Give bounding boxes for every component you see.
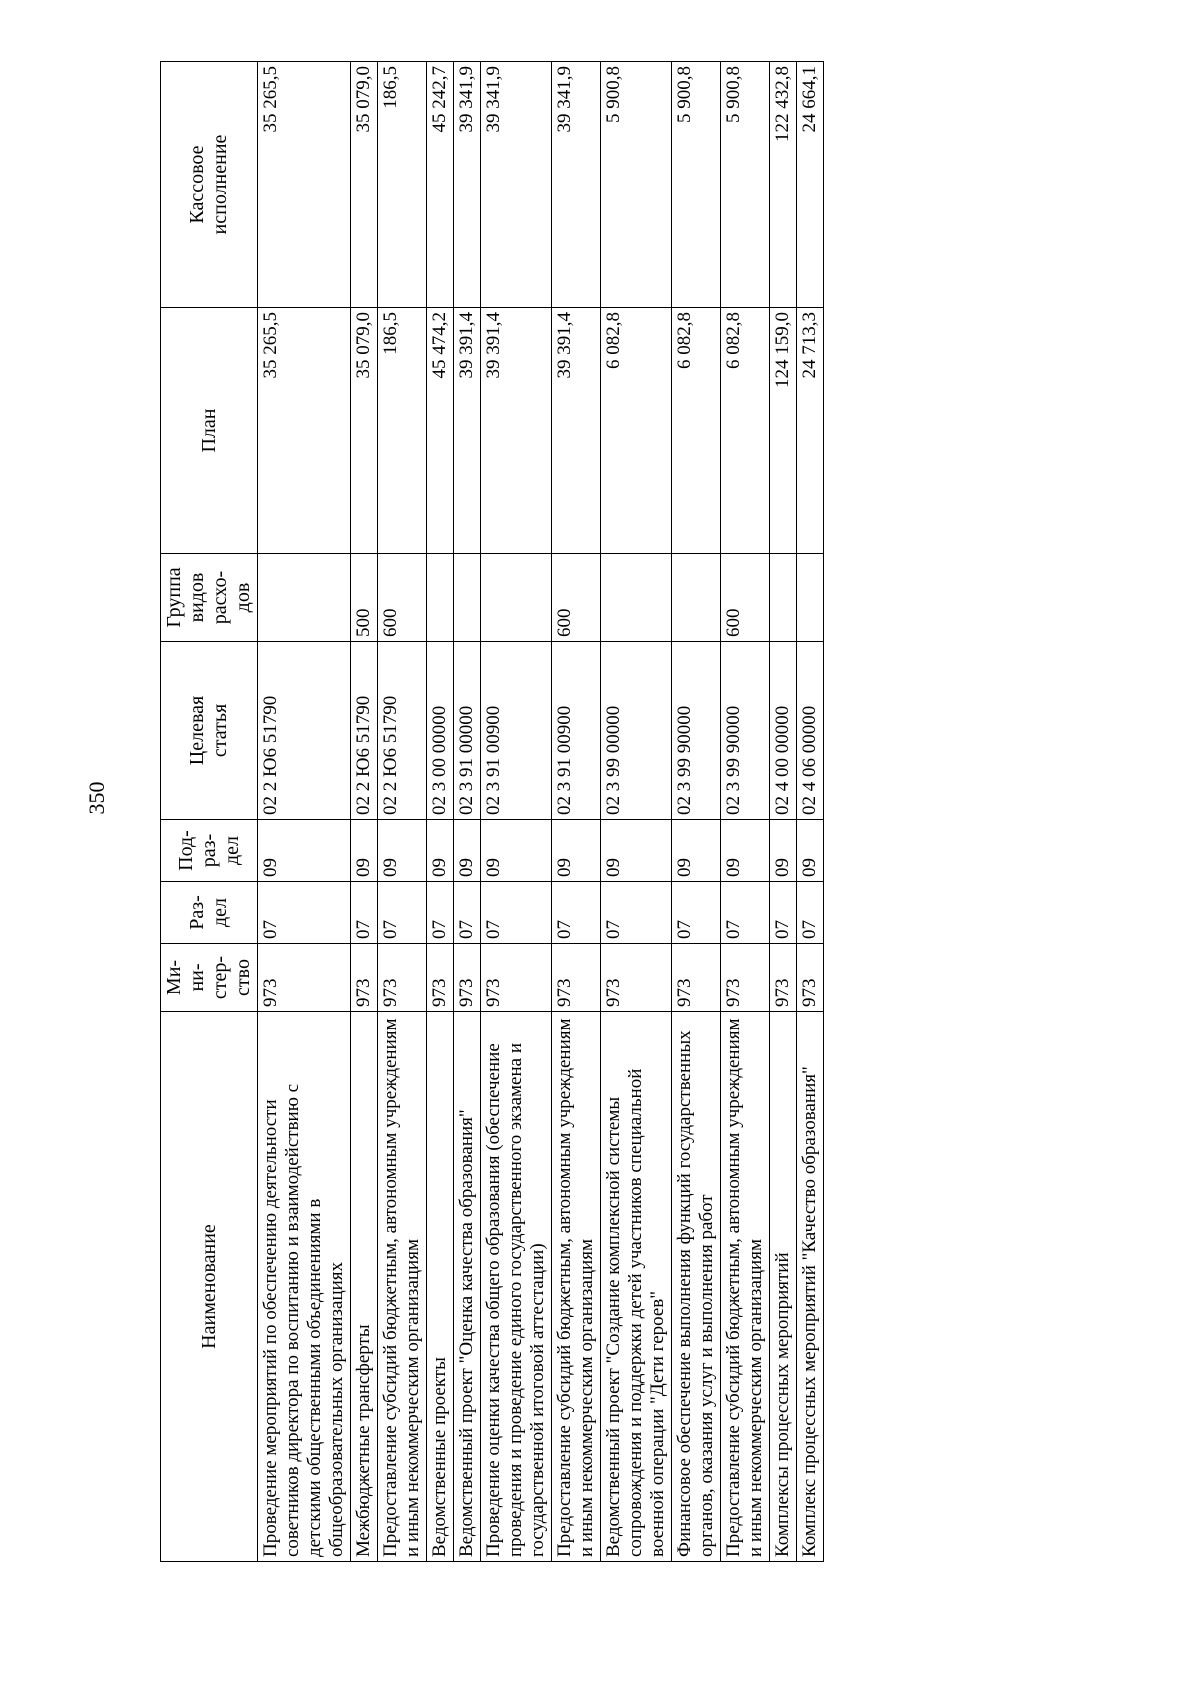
cell-name: Предоставление субсидий бюджетным, автономным учреждениям и иным некоммерческим организациям (552, 1012, 601, 1562)
table-row (481, 62, 552, 1562)
table-row (427, 62, 454, 1562)
cell-kass: 39 341,9 (454, 62, 481, 308)
cell-razdel: 07 (481, 882, 552, 944)
cell-podrazdel: 09 (672, 820, 721, 882)
table-row (552, 62, 601, 1562)
cell-group: 600 (378, 554, 427, 642)
cell-podrazdel: 09 (721, 820, 770, 882)
cell-name: Финансовое обеспечение выполнения функций государственных органов, оказания услуг и выполнения работ (672, 1012, 721, 1562)
cell-group (770, 554, 797, 642)
budget-table-container (160, 62, 1160, 1562)
header-target: Целевая статья (161, 642, 258, 820)
cell-podrazdel: 09 (770, 820, 797, 882)
cell-plan: 35 079,0 (351, 308, 378, 554)
cell-ministry: 973 (454, 944, 481, 1012)
cell-name: Проведение мероприятий по обеспечению деятельности советников директора по воспитанию и взаимодействию с детскими общественными объединениями в общеобразовательных организациях (258, 1012, 351, 1562)
cell-plan: 39 391,4 (552, 308, 601, 554)
cell-target: 02 3 99 90000 (672, 642, 721, 820)
cell-target: 02 3 91 00900 (552, 642, 601, 820)
cell-ministry: 973 (797, 944, 824, 1012)
table-row (601, 62, 672, 1562)
cell-name: Межбюджетные трансферты (351, 1012, 378, 1562)
table-row (797, 62, 824, 1562)
cell-podrazdel: 09 (797, 820, 824, 882)
cell-kass: 35 265,5 (258, 62, 351, 308)
cell-plan: 124 159,0 (770, 308, 797, 554)
cell-razdel: 07 (378, 882, 427, 944)
cell-plan: 45 474,2 (427, 308, 454, 554)
cell-group: 600 (721, 554, 770, 642)
cell-kass: 39 341,9 (552, 62, 601, 308)
cell-target: 02 2 Ю6 51790 (258, 642, 351, 820)
cell-target: 02 2 Ю6 51790 (351, 642, 378, 820)
cell-name: Ведомственный проект "Создание комплексной системы сопровождения и поддержки детей участников специальной военной операции "Дети героев" (601, 1012, 672, 1562)
cell-group (454, 554, 481, 642)
cell-ministry: 973 (552, 944, 601, 1012)
cell-razdel: 07 (672, 882, 721, 944)
cell-target: 02 2 Ю6 51790 (378, 642, 427, 820)
cell-podrazdel: 09 (552, 820, 601, 882)
cell-group (258, 554, 351, 642)
table-row (454, 62, 481, 1562)
cell-name: Предоставление субсидий бюджетным, автономным учреждениям и иным некоммерческим организациям (721, 1012, 770, 1562)
cell-podrazdel: 09 (351, 820, 378, 882)
cell-plan: 24 713,3 (797, 308, 824, 554)
cell-target: 02 3 91 00000 (454, 642, 481, 820)
cell-kass: 5 900,8 (672, 62, 721, 308)
cell-kass: 186,5 (378, 62, 427, 308)
cell-name: Ведомственные проекты (427, 1012, 454, 1562)
cell-name: Комплекс процессных мероприятий "Качество образования" (797, 1012, 824, 1562)
budget-table (160, 61, 824, 1562)
cell-podrazdel: 09 (601, 820, 672, 882)
header-podrazdel: Под- раз- дел (161, 820, 258, 882)
cell-ministry: 973 (481, 944, 552, 1012)
table-row (770, 62, 797, 1562)
cell-plan: 186,5 (378, 308, 427, 554)
cell-target: 02 4 06 00000 (797, 642, 824, 820)
cell-kass: 5 900,8 (721, 62, 770, 308)
cell-group: 500 (351, 554, 378, 642)
cell-name: Проведение оценки качества общего образования (обеспечение проведения и проведение единого государственного экзамена и государственной итоговой аттестации) (481, 1012, 552, 1562)
table-header-row (161, 62, 258, 1562)
cell-podrazdel: 09 (378, 820, 427, 882)
table-row (672, 62, 721, 1562)
cell-kass: 39 341,9 (481, 62, 552, 308)
header-plan: План (161, 308, 258, 554)
cell-ministry: 973 (770, 944, 797, 1012)
cell-razdel: 07 (427, 882, 454, 944)
cell-kass: 35 079,0 (351, 62, 378, 308)
cell-podrazdel: 09 (258, 820, 351, 882)
cell-razdel: 07 (601, 882, 672, 944)
cell-razdel: 07 (552, 882, 601, 944)
header-kass: Кассовое исполнение (161, 62, 258, 308)
cell-plan: 39 391,4 (454, 308, 481, 554)
table-row (351, 62, 378, 1562)
cell-name: Комплексы процессных мероприятий (770, 1012, 797, 1562)
cell-razdel: 07 (797, 882, 824, 944)
cell-group (672, 554, 721, 642)
cell-razdel: 07 (351, 882, 378, 944)
page-number: 350 (84, 781, 109, 815)
cell-plan: 6 082,8 (601, 308, 672, 554)
cell-plan: 39 391,4 (481, 308, 552, 554)
table-row (258, 62, 351, 1562)
cell-plan: 35 265,5 (258, 308, 351, 554)
cell-target: 02 4 00 00000 (770, 642, 797, 820)
cell-ministry: 973 (258, 944, 351, 1012)
cell-razdel: 07 (721, 882, 770, 944)
cell-ministry: 973 (721, 944, 770, 1012)
cell-ministry: 973 (601, 944, 672, 1012)
cell-kass: 5 900,8 (601, 62, 672, 308)
cell-podrazdel: 09 (427, 820, 454, 882)
cell-razdel: 07 (454, 882, 481, 944)
cell-target: 02 3 99 90000 (721, 642, 770, 820)
table-body (258, 62, 824, 1562)
cell-ministry: 973 (672, 944, 721, 1012)
cell-group: 600 (552, 554, 601, 642)
cell-razdel: 07 (258, 882, 351, 944)
cell-podrazdel: 09 (481, 820, 552, 882)
cell-group (481, 554, 552, 642)
cell-group (601, 554, 672, 642)
table-row (721, 62, 770, 1562)
header-name: Наименование (161, 1012, 258, 1562)
cell-kass: 24 664,1 (797, 62, 824, 308)
cell-podrazdel: 09 (454, 820, 481, 882)
cell-kass: 122 432,8 (770, 62, 797, 308)
cell-name: Ведомственный проект "Оценка качества образования" (454, 1012, 481, 1562)
cell-target: 02 3 00 00000 (427, 642, 454, 820)
cell-kass: 45 242,7 (427, 62, 454, 308)
header-ministry: Ми- ни- стер- ство (161, 944, 258, 1012)
header-razdel: Раз- дел (161, 882, 258, 944)
cell-name: Предоставление субсидий бюджетным, автономным учреждениям и иным некоммерческим организациям (378, 1012, 427, 1562)
table-row (378, 62, 427, 1562)
cell-group (797, 554, 824, 642)
header-group: Группа видов расхо- дов (161, 554, 258, 642)
cell-ministry: 973 (427, 944, 454, 1012)
cell-target: 02 3 91 00900 (481, 642, 552, 820)
cell-plan: 6 082,8 (721, 308, 770, 554)
cell-ministry: 973 (351, 944, 378, 1012)
cell-ministry: 973 (378, 944, 427, 1012)
cell-target: 02 3 99 00000 (601, 642, 672, 820)
cell-plan: 6 082,8 (672, 308, 721, 554)
cell-group (427, 554, 454, 642)
cell-razdel: 07 (770, 882, 797, 944)
